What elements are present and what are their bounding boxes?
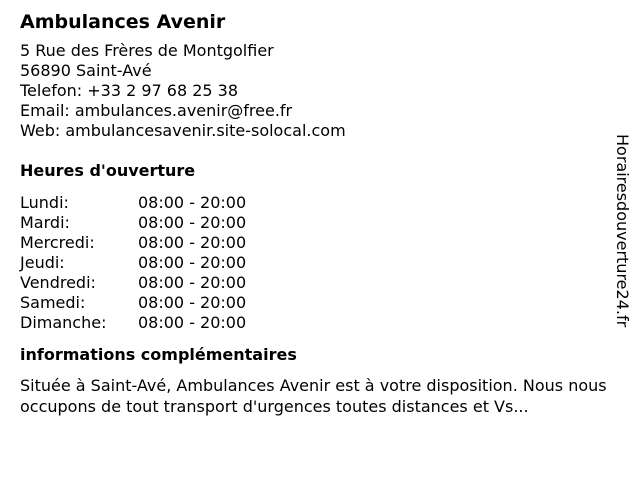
hours-row-saturday [20, 293, 246, 313]
hours-row-wednesday [20, 233, 246, 253]
opening-hours-heading: Heures d'ouverture [20, 161, 196, 180]
opening-hours-table [20, 193, 246, 333]
day-hours: 08:00 - 20:00 [138, 253, 247, 272]
address-block [20, 41, 610, 141]
day-hours: 08:00 - 20:00 [138, 233, 247, 252]
day-label: Lundi: [20, 193, 69, 212]
day-hours: 08:00 - 20:00 [138, 293, 247, 312]
day-hours: 08:00 - 20:00 [138, 213, 247, 232]
hours-row-tuesday [20, 213, 246, 233]
street-address: 5 Rue des Frères de Montgolfier [20, 41, 274, 60]
hours-row-friday [20, 273, 246, 293]
hours-row-sunday [20, 313, 246, 333]
hours-row-thursday [20, 253, 246, 273]
day-hours: 08:00 - 20:00 [138, 193, 247, 212]
day-label: Dimanche: [20, 313, 107, 332]
website: Web: ambulancesavenir.site-solocal.com [20, 121, 346, 140]
day-label: Jeudi: [20, 253, 65, 272]
city-postcode: 56890 Saint-Avé [20, 61, 152, 80]
email-address: Email: ambulances.avenir@free.fr [20, 101, 293, 120]
day-label: Vendredi: [20, 273, 96, 292]
day-label: Mercredi: [20, 233, 95, 252]
phone-number: Telefon: +33 2 97 68 25 38 [20, 81, 239, 100]
business-card [20, 10, 610, 417]
hours-row-monday [20, 193, 246, 213]
site-watermark: Horairesdouverture24.fr [613, 134, 632, 328]
additional-info-text: Située à Saint-Avé, Ambulances Avenir est à votre disposition. Nous nous occupons de tout transport d'urgences toutes distances et Vs... [20, 376, 607, 416]
day-hours: 08:00 - 20:00 [138, 273, 247, 292]
additional-info-heading: informations complémentaires [20, 345, 297, 364]
day-hours: 08:00 - 20:00 [138, 313, 247, 332]
day-label: Samedi: [20, 293, 86, 312]
business-name: Ambulances Avenir [20, 11, 226, 33]
day-label: Mardi: [20, 213, 70, 232]
